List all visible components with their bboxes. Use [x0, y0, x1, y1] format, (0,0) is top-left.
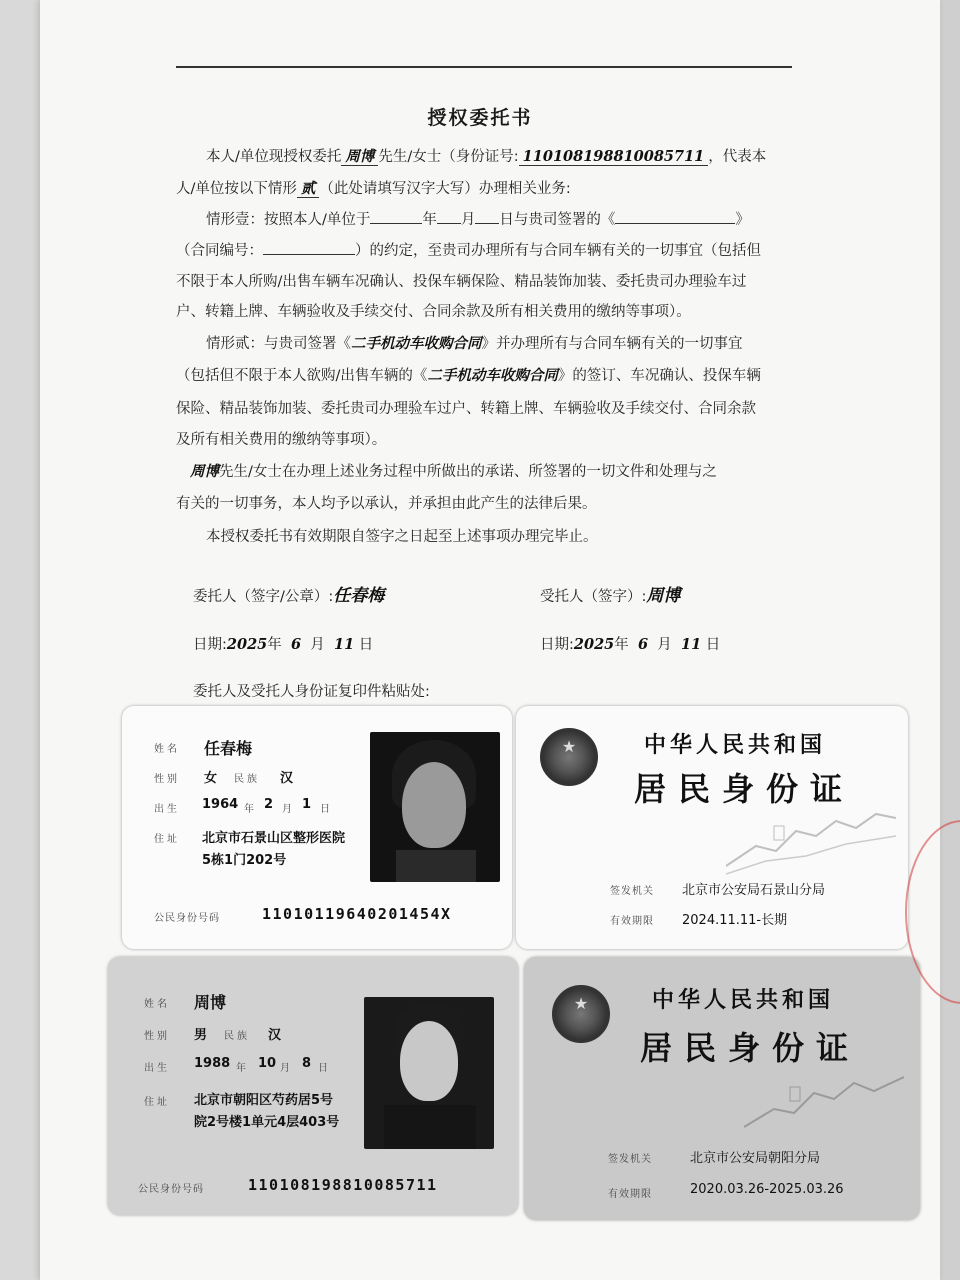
header-rule [176, 66, 792, 68]
national-emblem-icon [540, 728, 598, 786]
agent-id-handwritten: 110108198810085711 [519, 148, 709, 166]
national-emblem-icon-2 [552, 985, 610, 1043]
agent-name-handwritten-2: 周博 [190, 463, 219, 480]
document-title: 授权委托书 [427, 107, 533, 129]
id-card-front-principal: 姓名 任春梅 性别 女 民族 汉 出生 1964 年 2 月 1 日 住址 北京市石景山区整形医院 5栋1门202号 公民身份号码 11010119640201454X [122, 706, 512, 949]
case-number-handwritten: 贰 [297, 180, 320, 198]
agent-date: 日期:2025年 6 月 11 日 [540, 636, 721, 653]
agent-signature: 周博 [646, 586, 681, 606]
principal-signature-line: 委托人（签字/公章）:任春梅 [193, 586, 385, 606]
id-paste-label: 委托人及受托人身份证复印件粘贴处: [193, 684, 430, 700]
great-wall-icon-2 [744, 1067, 904, 1137]
case1-line3: 不限于本人所购/出售车辆车况确认、投保车辆保险、精品装饰加装、委托贵司办理验车过 [176, 274, 747, 290]
agent-name-handwritten: 周博 [341, 148, 378, 166]
agent-signature-line: 受托人（签字）:周博 [540, 586, 681, 606]
card2-name: 周博 [194, 993, 227, 1012]
para3-line1: 周博先生/女士在办理上述业务过程中所做出的承诺、所签署的一切文件和处理与之 [190, 463, 717, 480]
contract-name-handwritten-2: 二手机动车收购合同 [427, 367, 558, 384]
case2-line3: 保险、精品装饰加装、委托贵司办理验车过户、转籍上牌、车辆验收及手续交付、合同余款 [176, 401, 756, 417]
case2-line1: 情形贰：与贵司签署《二手机动车收购合同》并办理所有与合同车辆有关的一切事宜 [206, 335, 743, 352]
card1-photo [370, 732, 500, 882]
principal-signature: 任春梅 [333, 586, 385, 606]
case1-line2: （合同编号： ）的约定，至贵司办理所有与合同车辆有关的一切事宜（包括但 [176, 243, 761, 259]
case1-line1: 情形壹：按照本人/单位于 年 月 日与贵司签署的《 》 [206, 212, 750, 228]
contract-name-handwritten-1: 二手机动车收购合同 [351, 335, 482, 352]
para3-line2: 有关的一切事务，本人均予以承认，并承担由此产生的法律后果。 [176, 496, 597, 512]
id-card-back-agent: ★ 中华人民共和国 居民身份证 签发机关 北京市公安局朝阳分局 有效期限 2020.03.26-2025.03.26 [524, 957, 920, 1220]
card1-id-number: 11010119640201454X [262, 905, 452, 923]
card1-name: 任春梅 [204, 739, 253, 758]
para1-line1: 本人/单位现授权委托 周博 先生/女士（身份证号: 110108198810085711 ，代表本 [206, 148, 767, 165]
para1-line2: 人/单位按以下情形 贰 （此处请填写汉字大写）办理相关业务: [176, 180, 571, 197]
case1-line4: 户、转籍上牌、车辆验收及手续交付、合同余款及所有相关费用的缴纳等事项）。 [176, 304, 691, 320]
case2-line4: 及所有相关费用的缴纳等事项）。 [176, 432, 387, 448]
id-card-front-agent: 姓名 周博 性别 男 民族 汉 出生 1988 年 10 月 8 日 住址 北京市朝阳区芍药居5号 院2号楼1单元4层403号 公民身份号码 110108198810085711 [108, 957, 518, 1215]
great-wall-icon [726, 806, 896, 876]
id-card-back-principal: ★ 中华人民共和国 居民身份证 签发机关 北京市公安局石景山分局 有效期限 2024.11.11-长期 [516, 706, 908, 949]
principal-date: 日期:2025年 6 月 11 日 [193, 636, 374, 653]
validity-paragraph: 本授权委托书有效期限自签字之日起至上述事项办理完毕止。 [206, 529, 598, 545]
background-sheet [0, 0, 40, 1280]
card2-id-number: 110108198810085711 [248, 1176, 438, 1194]
case2-line2: （包括但不限于本人欲购/出售车辆的《二手机动车收购合同》的签订、车况确认、投保车辆 [176, 367, 761, 384]
card2-photo [364, 997, 494, 1149]
